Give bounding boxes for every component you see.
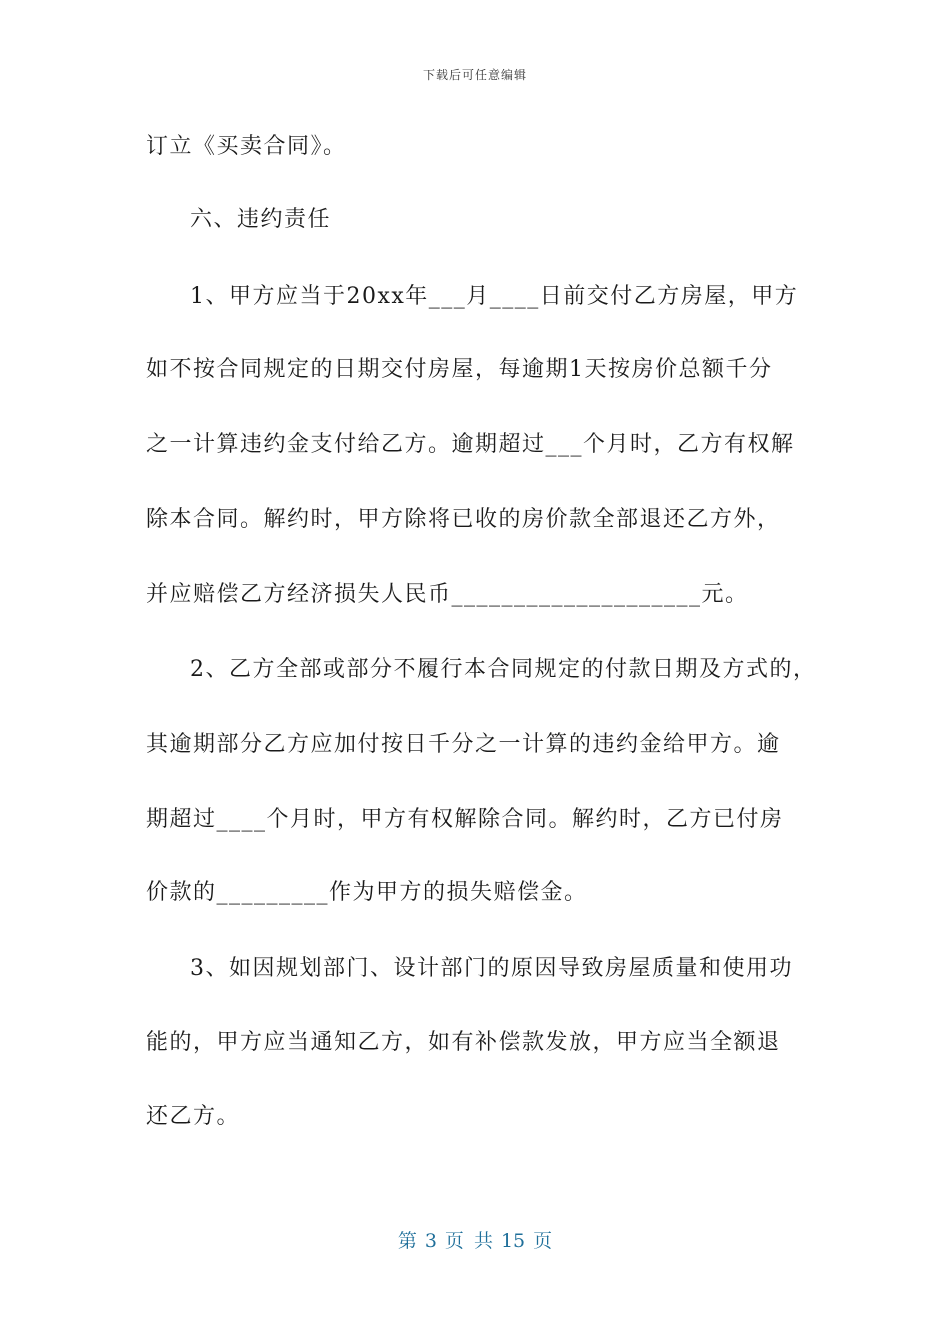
text-line: 其逾期部分乙方应加付按日千分之一计算的违约金给甲方。逾 bbox=[146, 732, 781, 757]
text-line: 2、乙方全部或部分不履行本合同规定的付款日期及方式的， bbox=[190, 657, 817, 682]
page-prefix: 第 bbox=[397, 1230, 417, 1252]
text-line: 除本合同。解约时，甲方除将已收的房价款全部退还乙方外， bbox=[146, 507, 781, 532]
text-line: 1、甲方应当于20xx年___月____日前交付乙方房屋，甲方 bbox=[190, 284, 799, 309]
text-line: 3、如因规划部门、设计部门的原因导致房屋质量和使用功 bbox=[190, 956, 793, 981]
text-line: 能的，甲方应当通知乙方，如有补偿款发放，甲方应当全额退 bbox=[146, 1030, 781, 1055]
text-line: 期超过____个月时，甲方有权解除合同。解约时，乙方已付房 bbox=[146, 807, 784, 832]
text-line: 还乙方。 bbox=[146, 1104, 241, 1129]
text-line: 订立《买卖合同》。 bbox=[146, 134, 347, 159]
text-line: 价款的_________作为甲方的损失赔偿金。 bbox=[146, 880, 588, 905]
page-current: 3 bbox=[424, 1230, 437, 1252]
section-heading: 六、违约责任 bbox=[190, 207, 332, 232]
text-line: 如不按合同规定的日期交付房屋，每逾期1天按房价总额千分 bbox=[146, 357, 773, 382]
page-suffix: 页 bbox=[533, 1230, 553, 1252]
page-total: 15 bbox=[500, 1230, 526, 1252]
page-number bbox=[0, 1226, 950, 1253]
page-middle: 页 共 bbox=[444, 1230, 493, 1252]
text-line: 并应赔偿乙方经济损失人民币____________________元。 bbox=[146, 582, 749, 607]
text-line: 之一计算违约金支付给乙方。逾期超过___个月时，乙方有权解 bbox=[146, 432, 795, 457]
header-note: 下载后可任意编辑 bbox=[422, 68, 527, 82]
